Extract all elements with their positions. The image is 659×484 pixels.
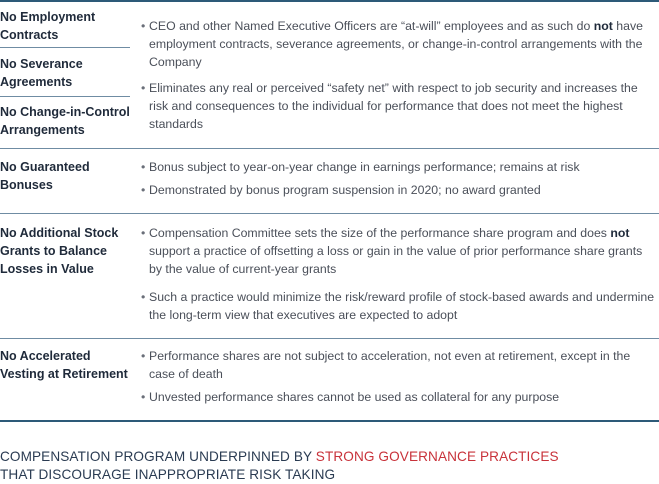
bullet-dot-icon: •	[141, 160, 146, 174]
bullet-dot-icon: •	[141, 81, 146, 95]
label-no-additional-stock-grants: No Additional Stock Grants to Balance Losses in Value	[0, 226, 119, 276]
label-no-guaranteed-bonuses: No Guaranteed Bonuses	[0, 160, 90, 192]
bullet-item: • Eliminates any real or perceived “safety net” with respect to job security and increases the risk and consequences to the individual for performance that does not meet the highest standards	[141, 81, 638, 131]
bullet-dot-icon: •	[141, 390, 146, 404]
label-divider	[0, 47, 130, 48]
bottom-rule	[0, 420, 659, 422]
label-no-severance-agreements: No Severance Agreements	[0, 57, 83, 89]
label-no-change-in-control: No Change-in-Control Arrangements	[0, 105, 130, 137]
bullet-item: • Performance shares are not subject to acceleration, not even at retirement, except in the case of death	[141, 349, 631, 381]
label-divider	[0, 96, 130, 97]
label-no-employment-contracts: No Employment Contracts	[0, 10, 96, 42]
bullet-item: • CEO and other Named Executive Officers are “at-will” employees and as such do not have employment contracts, severance agreements, or change-in-control arrangements with the Company	[141, 19, 643, 69]
bullet-item: • Unvested performance shares cannot be used as collateral for any purpose	[141, 390, 560, 404]
section-headline: COMPENSATION PROGRAM UNDERPINNED BY STRONG GOVERNANCE PRACTICES THAT DISCOURAGE INAPPROPRIATE RISK TAKING	[0, 449, 559, 482]
row-divider	[0, 148, 659, 149]
headline-accent: STRONG GOVERNANCE PRACTICES	[315, 449, 559, 464]
bullet-dot-icon: •	[141, 183, 146, 197]
top-rule	[0, 0, 659, 2]
bullet-dot-icon: •	[141, 290, 146, 304]
bullet-dot-icon: •	[141, 349, 146, 363]
label-no-accelerated-vesting: No Accelerated Vesting at Retirement	[0, 349, 128, 381]
bullet-dot-icon: •	[141, 19, 146, 33]
bullet-item: • Such a practice would minimize the risk/reward profile of stock-based awards and undermine the long-term view that executives are expected to adopt	[141, 290, 655, 322]
row-divider	[0, 338, 659, 339]
bullet-item: • Bonus subject to year-on-year change in earnings performance; remains at risk	[141, 160, 580, 174]
bullet-item: • Demonstrated by bonus program suspension in 2020; no award granted	[141, 183, 541, 197]
row-divider	[0, 213, 659, 214]
bullet-item: • Compensation Committee sets the size of the performance share program and does not support a practice of offsetting a loss or gain in the value of prior performance share grants by the value of current-year grants	[141, 226, 643, 276]
bullet-dot-icon: •	[141, 226, 146, 240]
